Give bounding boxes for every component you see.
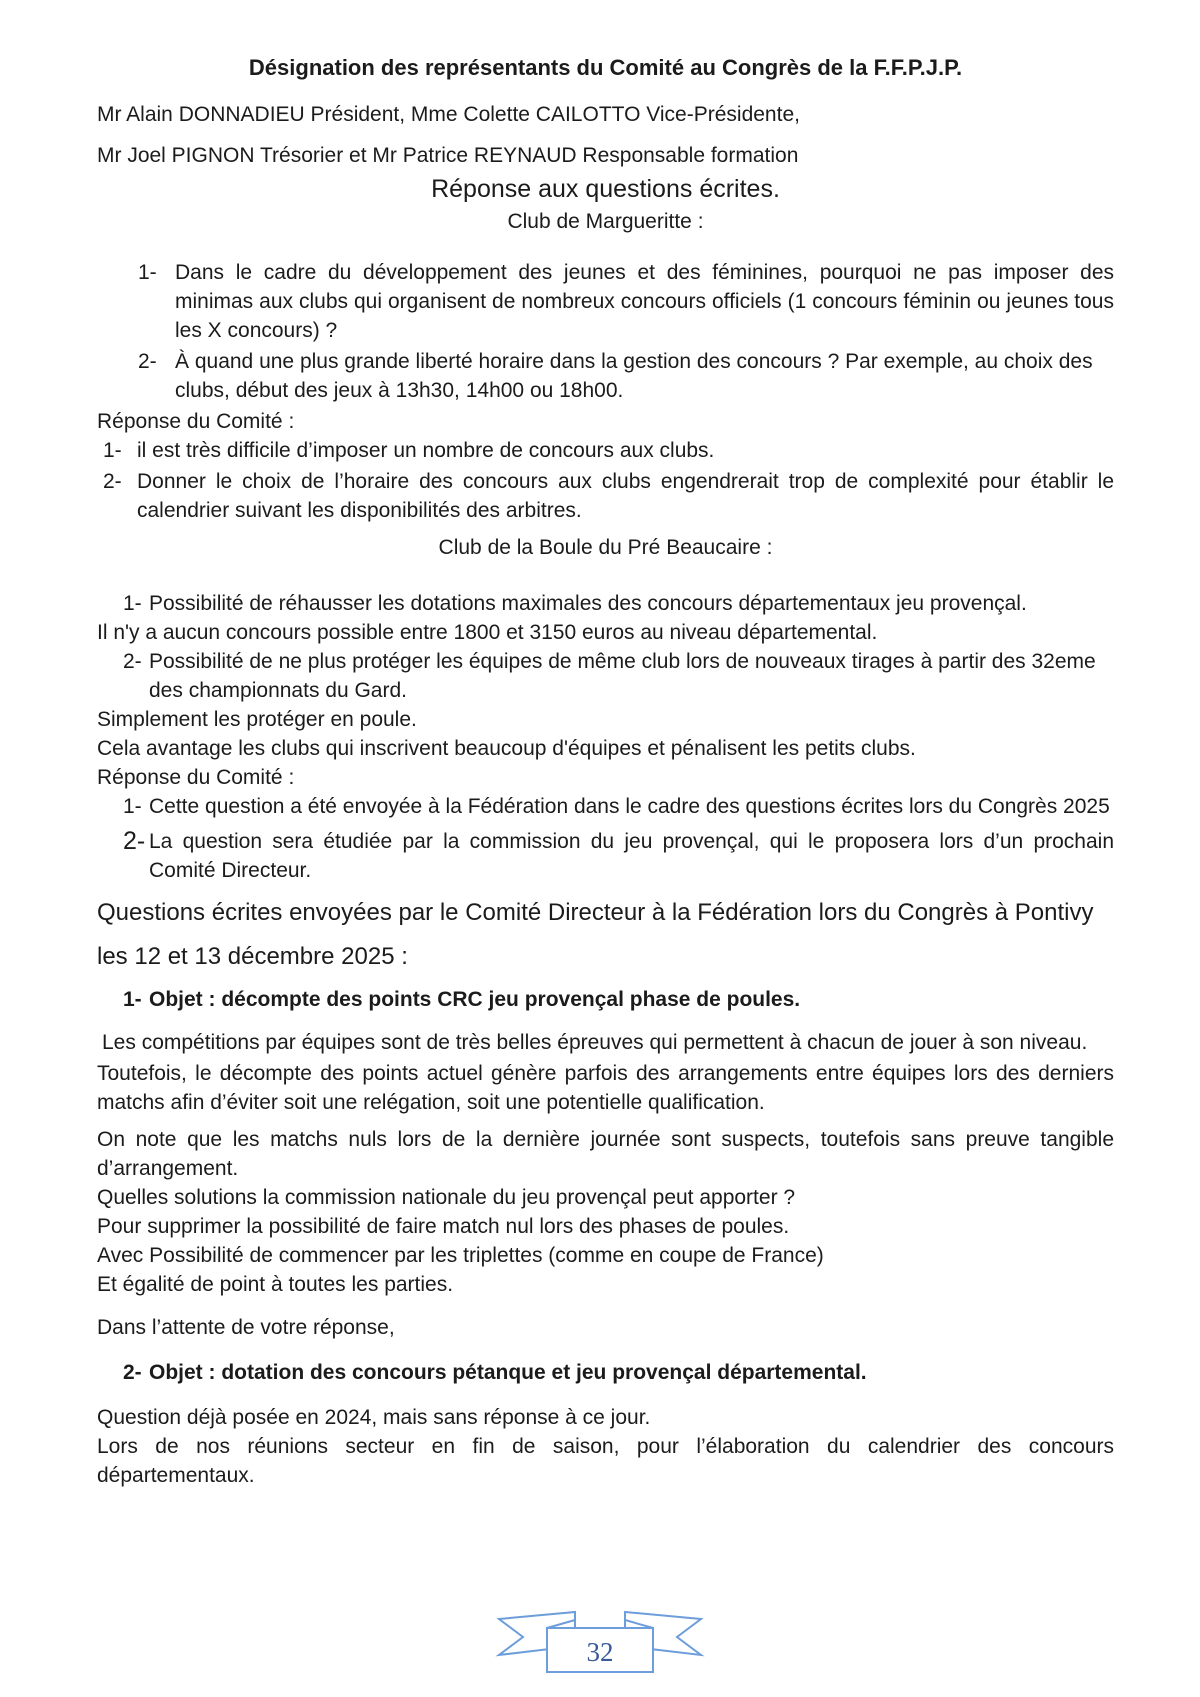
club-margueritte-name: Club de Margueritte :	[507, 210, 704, 233]
list-text: Possibilité de ne plus protéger les équipes de même club lors de nouveaux tirages à partir des 32eme des championnats du Gard.	[149, 650, 1096, 702]
committee-line-2: Mr Joel PIGNON Trésorier et Mr Patrice REYNAUD Responsable formation	[97, 144, 799, 167]
beaucaire-response-2	[97, 827, 1114, 885]
beaucaire-response-1	[97, 792, 1114, 821]
paragraph: Dans l’attente de votre réponse,	[97, 1316, 395, 1339]
beaucaire-question-1-note: Il n'y a aucun concours possible entre 1800 et 3150 euros au niveau départemental.	[97, 621, 878, 644]
margueritte-response-label: Réponse du Comité :	[97, 410, 295, 433]
list-marker: 2-	[138, 350, 157, 373]
page-number-ribbon	[495, 1610, 705, 1679]
list-marker: 2-	[103, 470, 122, 493]
page-number: 32	[586, 1637, 614, 1667]
paragraph: Avec Possibilité de commencer par les triplettes (comme en coupe de France)	[97, 1244, 824, 1267]
margueritte-response-2	[97, 467, 1114, 525]
beaucaire-note-1: Simplement les protéger en poule.	[97, 708, 417, 731]
committee-line-1: Mr Alain DONNADIEU Président, Mme Colette CAILOTTO Vice-Présidente,	[97, 103, 800, 126]
objet-label: Objet : dotation des concours pétanque et jeu provençal départemental.	[149, 1361, 867, 1384]
list-text: Possibilité de réhausser les dotations maximales des concours départementaux jeu provençal.	[149, 592, 1027, 615]
objet-label: Objet : décompte des points CRC jeu provençal phase de poules.	[149, 988, 801, 1011]
margueritte-question-2	[97, 347, 1114, 405]
margueritte-response-1	[97, 436, 1114, 465]
list-marker: 1-	[123, 592, 142, 615]
doc-title: Désignation des représentants du Comité au Congrès de la F.F.P.J.P.	[248, 55, 963, 80]
paragraph: Lors de nos réunions secteur en fin de saison, pour l’élaboration du calendrier des concours départementaux.	[97, 1435, 1114, 1487]
responses-heading: Réponse aux questions écrites.	[431, 175, 780, 203]
paragraph: Les compétitions par équipes sont de très belles épreuves qui permettent à chacun de jouer à son niveau.	[102, 1031, 1088, 1054]
beaucaire-response-label: Réponse du Comité :	[97, 766, 295, 789]
paragraph: Toutefois, le décompte des points actuel génère parfois des arrangements entre équipes lors des derniers matchs afin d’éviter soit une relégation, soit une potentielle qualification.	[97, 1062, 1114, 1114]
ribbon-banner-graphic	[495, 1610, 705, 1674]
list-marker: 1-	[123, 795, 142, 818]
list-marker: 1-	[138, 261, 157, 284]
list-marker: 2-	[123, 650, 142, 673]
paragraph: On note que les matchs nuls lors de la dernière journée sont suspects, toutefois sans preuve tangible d’arrangement.	[97, 1128, 1114, 1180]
list-text: La question sera étudiée par la commission du jeu provençal, qui le proposera lors d’un prochain Comité Directeur.	[149, 830, 1114, 882]
paragraph: Et égalité de point à toutes les parties.	[97, 1273, 454, 1296]
list-text: À quand une plus grande liberté horaire dans la gestion des concours ? Par exemple, au choix des clubs, début des jeux à 13h30, 14h00 ou 18h00.	[175, 350, 1093, 402]
paragraph: Pour supprimer la possibilité de faire match nul lors des phases de poules.	[97, 1215, 790, 1238]
beaucaire-question-1	[97, 589, 1114, 618]
paragraph: Quelles solutions la commission nationale du jeu provençal peut apporter ?	[97, 1186, 796, 1209]
beaucaire-question-2	[97, 647, 1114, 705]
list-text: il est très difficile d’imposer un nombre de concours aux clubs.	[137, 439, 715, 462]
list-marker: 2-	[123, 827, 146, 855]
objet-2-heading	[97, 1358, 1114, 1387]
beaucaire-note-2: Cela avantage les clubs qui inscrivent beaucoup d'équipes et pénalisent les petits clubs.	[97, 737, 916, 760]
club-beaucaire-name: Club de la Boule du Pré Beaucaire :	[438, 536, 773, 559]
list-text: Cette question a été envoyée à la Fédération dans le cadre des questions écrites lors du Congrès 2025	[149, 795, 1110, 818]
margueritte-question-1	[97, 258, 1114, 345]
list-text: Dans le cadre du développement des jeunes et des féminines, pourquoi ne pas imposer des minimas aux clubs qui organisent de nombreux concours officiels (1 concours féminin ou jeunes tous les X concours) ?	[175, 261, 1114, 342]
congress-questions-heading: Questions écrites envoyées par le Comité Directeur à la Fédération lors du Congrès à Pontivy les 12 et 13 décembre 2025 :	[97, 899, 1094, 970]
list-marker: 1-	[103, 439, 122, 462]
list-marker: 2-	[123, 1361, 142, 1384]
objet-1-heading	[97, 985, 1114, 1014]
paragraph: Question déjà posée en 2024, mais sans réponse à ce jour.	[97, 1406, 651, 1429]
list-text: Donner le choix de l’horaire des concours aux clubs engendrerait trop de complexité pour établir le calendrier suivant les disponibilités des arbitres.	[137, 470, 1114, 522]
list-marker: 1-	[123, 988, 142, 1011]
